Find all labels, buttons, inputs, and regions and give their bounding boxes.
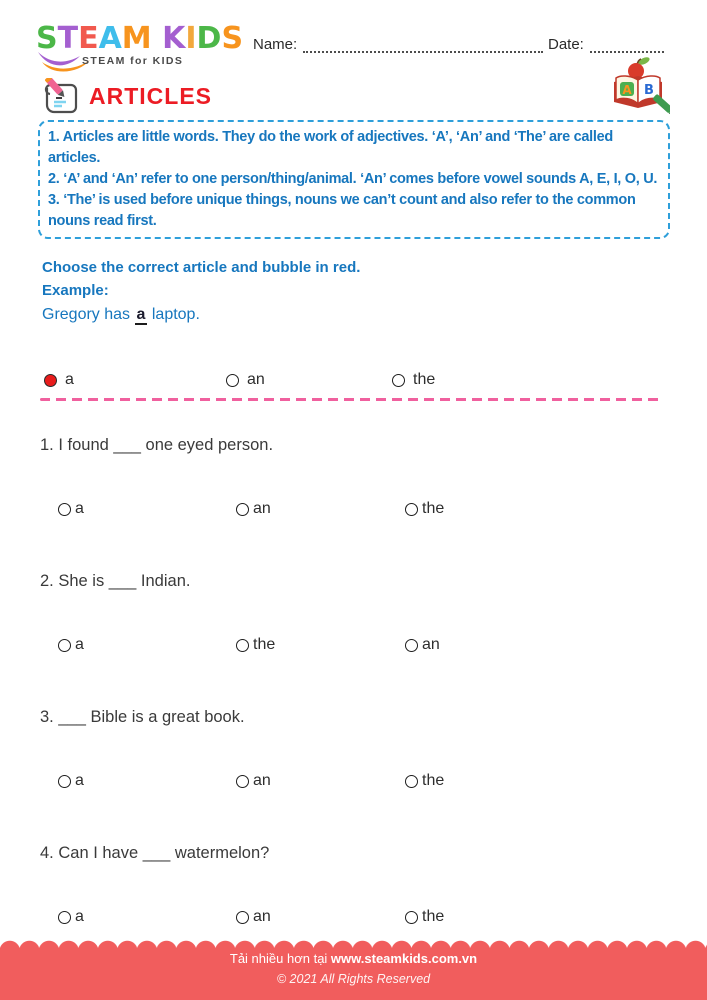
question-number: 3.	[40, 708, 54, 726]
logo-letter: A	[98, 21, 122, 56]
example-option-a[interactable]	[44, 371, 74, 389]
footer-website-link[interactable]: www.steamkids.com.vn	[330, 951, 478, 966]
name-label: Name:	[253, 36, 298, 53]
bubble-icon[interactable]	[58, 775, 71, 788]
question-3-options	[0, 772, 707, 792]
logo-tagline: STEAM for KIDS	[82, 55, 184, 67]
q4-option-3[interactable]	[405, 908, 444, 926]
option-label: a	[65, 371, 74, 388]
logo-letter: E	[78, 21, 99, 56]
bubble-icon[interactable]	[405, 503, 418, 516]
option-label: a	[75, 772, 84, 789]
logo-letter: M	[121, 21, 152, 56]
date-field	[548, 36, 664, 53]
question-sentence: Can I have ___ watermelon?	[58, 844, 270, 862]
example-label: Example:	[42, 282, 109, 299]
logo-letter	[152, 21, 162, 56]
example-sentence-before: Gregory has	[42, 306, 131, 323]
question-sentence: ___ Bible is a great book.	[58, 708, 245, 726]
name-input-line[interactable]	[303, 38, 543, 53]
option-label: a	[75, 908, 84, 925]
question-1-text	[40, 436, 273, 455]
question-3-text	[40, 708, 245, 727]
option-label: a	[75, 500, 84, 517]
question-2-text	[40, 572, 190, 591]
q1-option-1[interactable]	[58, 500, 84, 518]
footer-copyright: © 2021 All Rights Reserved	[276, 972, 431, 986]
page-title: ARTICLES	[89, 83, 212, 109]
bubble-icon[interactable]	[236, 639, 249, 652]
option-label: an	[253, 772, 271, 789]
logo-letter: S	[36, 21, 58, 56]
bubble-icon[interactable]	[405, 639, 418, 652]
option-label: the	[422, 772, 445, 789]
example-sentence	[42, 306, 200, 324]
q1-option-3[interactable]	[405, 500, 444, 518]
option-label: an	[253, 500, 271, 517]
option-label: an	[253, 908, 271, 925]
q4-option-2[interactable]	[236, 908, 271, 926]
q3-option-3[interactable]	[405, 772, 444, 790]
question-sentence: She is ___ Indian.	[58, 572, 191, 590]
question-number: 2.	[40, 572, 54, 590]
book-icon-letter-b: B	[644, 83, 654, 98]
section-divider	[40, 398, 660, 401]
q2-option-2[interactable]	[236, 636, 275, 654]
q2-option-1[interactable]	[58, 636, 84, 654]
bubble-icon[interactable]	[405, 911, 418, 924]
option-label: the	[413, 371, 436, 388]
bubble-icon[interactable]	[58, 911, 71, 924]
bubble-filled-icon[interactable]	[44, 374, 57, 387]
q2-option-3[interactable]	[405, 636, 440, 654]
example-option-the[interactable]	[392, 371, 435, 389]
question-sentence: I found ___ one eyed person.	[58, 436, 274, 454]
prompt-text: Choose the correct article and bubble in red.	[42, 259, 361, 276]
question-number: 4.	[40, 844, 54, 862]
example-sentence-after: laptop.	[151, 306, 200, 323]
date-input-line[interactable]	[590, 38, 664, 53]
date-label: Date:	[548, 36, 584, 53]
bubble-icon[interactable]	[236, 911, 249, 924]
bubble-icon[interactable]	[58, 503, 71, 516]
option-label: the	[422, 908, 445, 925]
bubble-icon[interactable]	[405, 775, 418, 788]
bubble-icon[interactable]	[58, 639, 71, 652]
logo-letter: D	[196, 21, 222, 56]
title-row	[40, 78, 212, 115]
q4-option-1[interactable]	[58, 908, 84, 926]
logo-letter: T	[57, 21, 79, 56]
rule-1: 1. Articles are little words. They do the work of adjectives. ‘A’, ‘An’ and ‘The’ are called articles.	[48, 129, 613, 166]
rule-2: 2. ‘A’ and ‘An’ refer to one person/thing/animal. ‘An’ comes before vowel sounds A, E, I, O, U.	[48, 171, 658, 187]
option-label: a	[75, 636, 84, 653]
footer-download-line	[0, 951, 707, 966]
option-label: the	[253, 636, 276, 653]
q3-option-1[interactable]	[58, 772, 84, 790]
bubble-icon[interactable]	[226, 374, 239, 387]
option-label: an	[247, 371, 265, 388]
rule-3: 3. ‘The’ is used before unique things, nouns we can’t count and also refer to the common nouns read first.	[48, 192, 636, 229]
q1-option-2[interactable]	[236, 500, 271, 518]
name-field	[253, 36, 543, 53]
question-2-options	[0, 636, 707, 656]
rules-box	[38, 120, 670, 239]
pencil-scroll-icon	[40, 78, 80, 115]
question-4-options	[0, 908, 707, 928]
option-label: an	[422, 636, 440, 653]
logo-letter: K	[162, 21, 186, 56]
example-options-row	[0, 371, 707, 391]
question-4-text	[40, 844, 269, 863]
q3-option-2[interactable]	[236, 772, 271, 790]
bubble-icon[interactable]	[236, 503, 249, 516]
bubble-icon[interactable]	[392, 374, 405, 387]
book-icon-letter-a: A	[622, 83, 632, 97]
bubble-icon[interactable]	[236, 775, 249, 788]
logo-letter: I	[185, 21, 197, 56]
option-label: the	[422, 500, 445, 517]
book-abc-icon	[606, 56, 670, 114]
logo-letter: S	[221, 21, 244, 56]
example-answer: a	[136, 306, 146, 323]
example-option-an[interactable]	[226, 371, 265, 389]
question-1-options	[0, 500, 707, 520]
footer-download-prefix: Tải nhiều hơn tại	[229, 951, 331, 966]
footer	[0, 938, 707, 1000]
question-number: 1.	[40, 436, 54, 454]
